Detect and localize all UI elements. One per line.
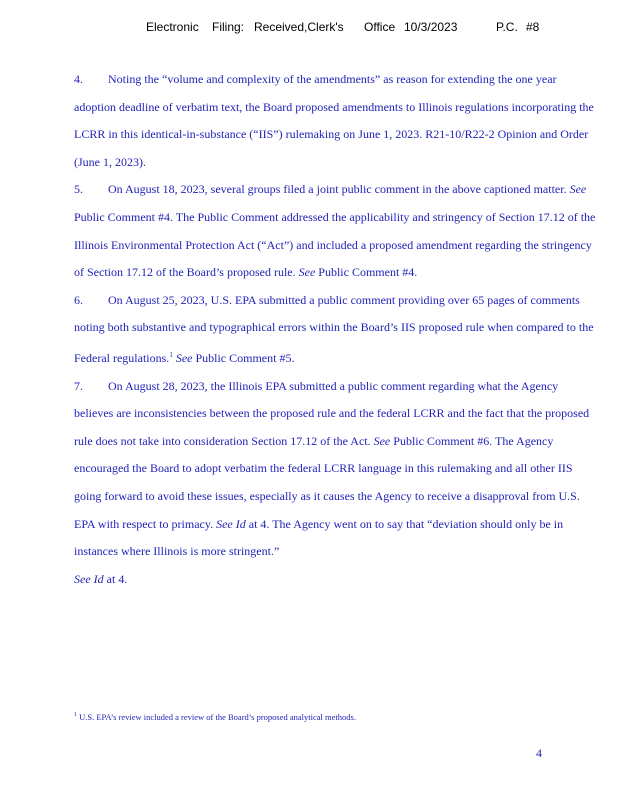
paragraph-5 — [74, 176, 598, 286]
footnote — [74, 712, 356, 722]
paragraph-text: Public Comment #5. — [192, 350, 295, 365]
paragraph-4 — [74, 66, 598, 176]
citation-see: See — [373, 433, 391, 448]
paragraph-6 — [74, 287, 598, 373]
citation-see: See — [298, 265, 316, 280]
footnote-text: U.S. EPA’s review included a review of the Board’s proposed analytical methods. — [79, 712, 356, 722]
citation-see: See — [569, 182, 587, 197]
paragraph-number: 7. — [74, 378, 83, 393]
citation-see-id: See Id — [216, 516, 246, 531]
header-electronic: Electronic — [146, 20, 199, 34]
paragraph-text: Public Comment #4. The Public Comment addressed the applicability and stringency of Section 17.12 of the Illinois Environmental Protection Act (“Act”) and included a proposed amendment regarding the stringency of Section 17.12 of the Board’s proposed rule. — [74, 209, 596, 280]
paragraph-number: 5. — [74, 182, 83, 197]
header-received-clerks: Received,Clerk's — [254, 20, 344, 34]
header-pc: P.C. — [496, 20, 518, 34]
header-office: Office — [364, 20, 396, 34]
document-body — [74, 66, 598, 593]
footnote-reference[interactable]: 1 — [169, 350, 173, 359]
citation-see-id: See Id — [74, 571, 104, 586]
header-filing: Filing: — [212, 20, 245, 34]
paragraph-number: 6. — [74, 292, 83, 307]
header-date: 10/3/2023 — [404, 20, 458, 34]
page-number: 4 — [536, 746, 542, 760]
filing-header — [0, 20, 618, 36]
paragraph-text: On August 18, 2023, several groups filed a joint public comment in the above captioned matter. — [108, 182, 570, 197]
paragraph-text: On August 28, 2023, the Illinois EPA submitted a public comment regarding what the Agency believes are inconsistencies between the proposed rule and the federal LCRR and the fact that the proposed rule does not take into consideration Section 17.12 of the Act. — [74, 378, 590, 448]
paragraph-text: Noting the “volume and complexity of the amendments” as reason for extending the one year adoption deadline of verbatim text, the Board proposed amendments to Illinois regulations incorporating the LCRR in this identical-in-substance (“IIS”) rulemaking on June 1, 2023. R21-10/R22-2 Opinion and Order (June 1, 2023). — [74, 72, 594, 169]
paragraph-number: 4. — [74, 72, 83, 86]
paragraph-text: Public Comment #4. — [315, 265, 418, 280]
citation-see: See — [172, 350, 193, 365]
paragraph-text: at 4. The Agency went on to say that “deviation should only be in instances where Illinois is more stringent.” — [74, 516, 564, 559]
paragraph-text: Public Comment #6. The Agency encouraged the Board to adopt verbatim the federal LCRR language in this rulemaking and all other IIS going forward to avoid these issues, especially as it causes the Agency to receive a disapproval from U.S. EPA with respect to primacy. — [74, 433, 580, 531]
paragraph-7 — [74, 373, 598, 594]
footnote-mark: 1 — [74, 712, 77, 719]
paragraph-text: On August 25, 2023, U.S. EPA submitted a public comment providing over 65 pages of comments noting both substantive and typographical errors within the Board’s IIS proposed rule when compared to the Federal regulations. — [74, 292, 594, 365]
paragraph-text: at 4. — [103, 571, 128, 586]
header-pc-number: #8 — [526, 20, 540, 34]
